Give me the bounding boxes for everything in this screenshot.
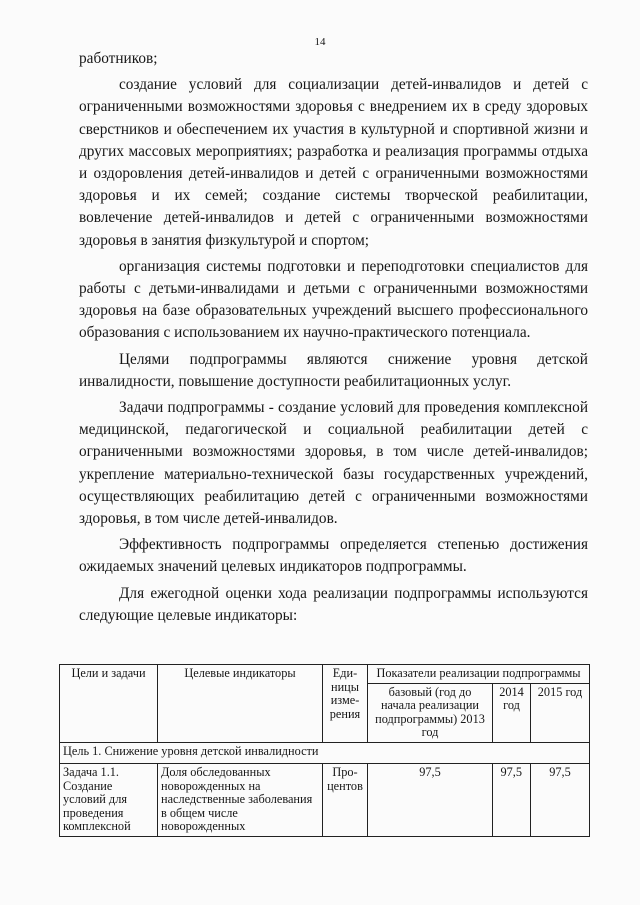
cell-base-value: 97,5 [368,763,493,836]
cell-unit: Про-центов [323,763,368,836]
cell-2014-value: 97,5 [493,763,531,836]
paragraph-workers: работников; [79,50,158,67]
paragraph-goals: Целями подпрограммы являются снижение уровня детской инвалидности, повышение доступности реабилитационных услуг. [79,350,588,390]
cell-indicator: Доля обследованных новорожденных на наследственные заболевания в общем числе новорожденных [158,763,323,836]
header-base: базовый (год до начала реализации подпрограммы) 2013 год [368,683,493,742]
header-2014: 2014 год [493,683,531,742]
header-units: Еди-ницы изме-рения [323,665,368,743]
cell-2015-value: 97,5 [531,763,590,836]
table-section-row [60,742,590,763]
paragraph-specialist-training: организация системы подготовки и переподготовки специалистов для работы с детьми-инвалидами и детьми с ограниченными возможностями здоровья на базе образовательных учреждений высшего профессионального образования с использованием их научно-практического потенциала. [79,257,588,342]
document-body [79,48,588,627]
paragraph-tasks: Задачи подпрограммы - создание условий для проведения комплексной медицинской, педагогической и социальной реабилитации детей с ограниченными возможностями здоровья, в том числе детей-инвалидов; укрепление материально-технической базы государственных учреждений, осуществляющих реабилитацию детей с ограниченными возможностями здоровья, в том числе детей-инвалидов. [79,399,588,528]
cell-task: Задача 1.1. Создание условий для проведения комплексной [60,763,158,836]
page-number: 14 [314,36,326,48]
header-goals: Цели и задачи [60,665,158,743]
table-row [60,763,590,836]
paragraph-socialization: создание условий для социализации детей-инвалидов и детей с ограниченными возможностями здоровья с внедрением их в среду здоровых сверстников и обеспечением их участия в культурной и спортивной жизни и других массовых мероприятиях; разработка и реализация программы отдыха и оздоровления детей-инвалидов и детей с ограниченными возможностями здоровья и их семей; создание системы творческой реабилитации, вовлечение детей-инвалидов и детей с ограниченными возможностями здоровья в занятия физкультурой и спортом; [79,76,588,249]
section-goal-1: Цель 1. Снижение уровня детской инвалидности [60,742,590,763]
paragraph-efficiency: Эффективность подпрограммы определяется степенью достижения ожидаемых значений целевых индикаторов подпрограммы. [79,536,588,576]
indicators-table [59,664,590,837]
table-header-row [60,665,590,684]
paragraph-indicators-intro: Для ежегодной оценки хода реализации подпрограммы используются следующие целевые индикаторы: [79,584,588,624]
header-values-group: Показатели реализации подпрограммы [368,665,590,684]
header-2015: 2015 год [531,683,590,742]
header-indicators: Целевые индикаторы [158,665,323,743]
